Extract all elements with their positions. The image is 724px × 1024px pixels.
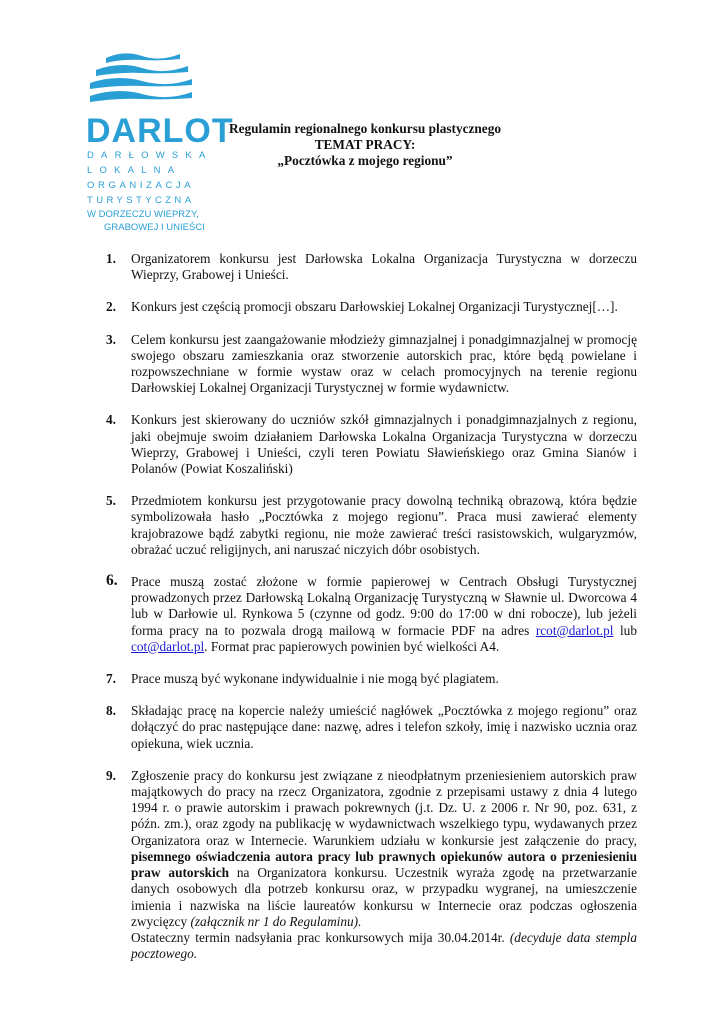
list-item [106, 703, 637, 752]
item-text: Prace muszą zostać złożone w formie papierowej w Centrach Obsługi Turystycznej prowadzonych przez Darłowską Lokalną Organizację Turystyczną w Sławnie ul. Dworcowa 4 lub w Darłowie ul. Rynkowa 5 (czynne od godz. 9:00 do 17:00 w dni robocze), lub jeżeli forma pracy na to pozwala drogą mailową w formacie PDF na adres [131, 574, 637, 638]
title-line-1: Regulamin regionalnego konkursu plastycznego [228, 121, 501, 136]
logo-line: DARŁOWSKA [87, 150, 213, 161]
item-text: Konkurs jest częścią promocji obszaru Darłowskiej Lokalnej Organizacji Turystycznej[…]. [131, 299, 618, 315]
logo-line: GRABOWEJ I UNIEŚCI [104, 222, 205, 233]
deadline-text: Ostateczny termin nadsyłania prac konkursowych mija 30.04.2014r. [131, 929, 510, 945]
email-link-rcot[interactable]: rcot@darlot.pl [535, 622, 614, 638]
item-number: 4. [106, 412, 116, 428]
item-text: Prace muszą być wykonane indywidualnie i nie mogą być plagiatem. [131, 671, 499, 687]
logo-wordmark: DARLOT [86, 112, 234, 150]
logo-line: W DORZECZU WIEPRZY, [87, 209, 199, 220]
email-link-cot[interactable]: cot@darlot.pl [131, 638, 205, 654]
item-text: na Organizatora konkursu. Uczestnik wyraża zgodę na przetwarzanie danych osobowych dla potrzeb konkursu oraz, w przypadku wygranej, na umieszczenie imienia i nazwiska na liście laureatów konkursu w Internecie oraz podczas ogłoszenia zwycięzcy [131, 865, 637, 929]
list-item [106, 671, 637, 687]
title-line-3: „Pocztówka z mojego regionu” [277, 153, 453, 168]
item-text: Organizatorem konkursu jest Darłowska Lokalna Organizacja Turystyczna w dorzeczu Wieprzy, Grabowej i Unieści. [131, 251, 637, 283]
list-item [106, 412, 637, 477]
item-text: Konkurs jest skierowany do uczniów szkół gimnazjalnych i ponadgimnazjalnych z regionu, jaki obejmuje swoim działaniem Darłowska Lokalna Organizacja Turystyczna w dorzeczu Wieprzy, Grabowej i Unieści, czyli teren Powiatu Sławieńskiego oraz Gmina Sianów i Polanów (Powiat Koszaliński) [131, 412, 637, 477]
item-number: 1. [106, 251, 116, 266]
item-text: Składając pracę na kopercie należy umieścić nagłówek „Pocztówka z mojego regionu” oraz dołączyć do prac następujące dane: nazwę, adres i telefon szkoły, imię i nazwisko ucznia oraz opiekuna, wiek ucznia. [131, 703, 637, 751]
item-number: 6. [106, 572, 118, 590]
item-number: 9. [106, 767, 116, 783]
item-number: 3. [106, 331, 116, 347]
item-text: lub [613, 622, 637, 638]
waves-icon [84, 50, 194, 112]
item-number: 5. [106, 493, 116, 509]
item-text: Zgłoszenie pracy do konkursu jest związane z nieodpłatnym przeniesieniem autorskich praw majątkowych do pracy na rzecz Organizatora, zgodnie z przepisami ustawy z dnia 4 lutego 1994 r. o prawie autorskim i prawach pokrewnych (j.t. Dz. U. z 2006 r. Nr 90, poz. 631, z późn. zm.), oraz zgody na publikację w wydawnictwach wszelkiego typu, wydawanych przez Organizatora oraz w Internecie. Warunkiem udziału w konkursie jest załączenie do pracy, [131, 767, 637, 848]
logo-line: ORGANIZACJA [87, 180, 195, 191]
item-text: Celem konkursu jest zaangażowanie młodzieży gimnazjalnej i ponadgimnazjalnej w promocję swojego obszaru zamieszkania oraz stworzenie autorskich prac, które będą powielane i rozpowszechniane w formie wystaw oraz w celach promocyjnych na terenie regionu Darłowskiej Lokalnej Organizacji Turystycznej w formie wydawnictw. [131, 331, 637, 396]
list-item [106, 768, 637, 962]
item-text-italic: (załącznik nr 1 do Regulaminu). [190, 913, 362, 929]
item-number: 7. [106, 671, 116, 687]
darlot-logo [84, 50, 234, 234]
logo-line: LOKALNA [87, 165, 182, 176]
logo-line: TURYSTYCZNA [87, 195, 195, 206]
deadline-note: (decyduje data stempla pocztowego. [131, 929, 638, 962]
title-line-2: TEMAT PRACY: [314, 137, 416, 152]
item-text: . Format prac papierowych powinien być wielkości A4. [204, 638, 500, 654]
list-item [106, 251, 637, 283]
list-item [106, 332, 637, 397]
item-number: 2. [106, 299, 116, 315]
rules-list [106, 251, 637, 978]
list-item [106, 299, 637, 315]
list-item [106, 574, 637, 655]
item-text-bold: pisemnego oświadczenia autora pracy lub prawnych opiekunów autora o przeniesieniu praw autorskich [131, 848, 637, 881]
item-text: Przedmiotem konkursu jest przygotowanie pracy dowolną techniką obrazową, która będzie symbolizowała hasło „Pocztówka z mojego regionu”. Praca musi zawierać elementy krajobrazowe bądź zabytki regionu, nie może zawierać treści rasistowskich, wulgaryzmów, obrażać uczuć religijnych, ani naruszać niczyich dóbr osobistych. [131, 493, 637, 557]
item-number: 8. [106, 703, 116, 719]
list-item [106, 493, 637, 558]
document-title [210, 121, 520, 169]
